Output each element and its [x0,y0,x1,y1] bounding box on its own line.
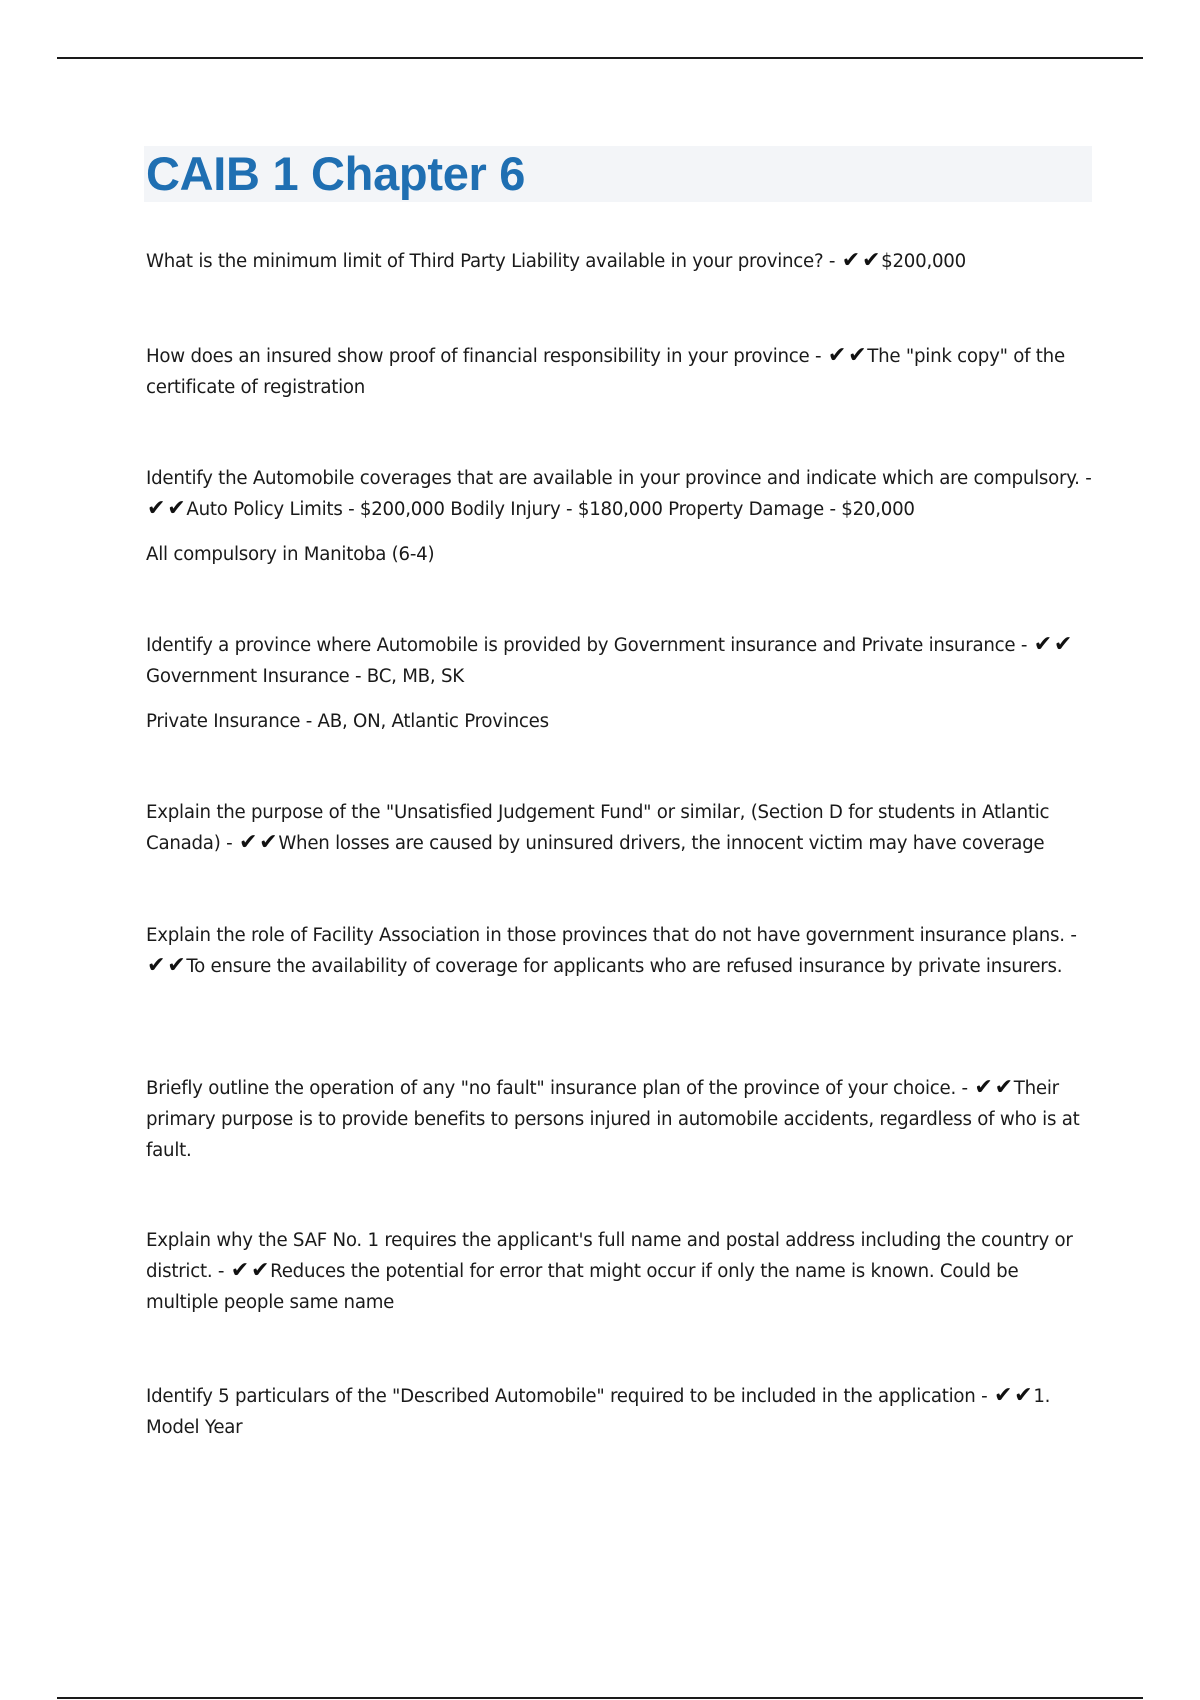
checkmark-icon: ✔ [1014,1383,1033,1408]
question-text: Briefly outline the operation of any "no fault" insurance plan of the province of your choice. - [146,1078,968,1099]
bottom-divider [57,1697,1143,1699]
qa-item [146,630,1096,737]
checkmark-icon: ✔ [827,343,847,368]
answer-text: Their primary purpose is to provide benefits to persons injured in automobile accidents, regardless of who is at fault. [146,1078,1080,1161]
question-text: What is the minimum limit of Third Party Liability available in your province? - [146,251,836,272]
qa-item [146,797,1096,859]
checkmark-icon: ✔ [147,496,166,521]
answer-text: Auto Policy Limits - $200,000 Bodily Injury - $180,000 Property Damage - $20,000 [186,499,915,520]
question-text: Explain why the SAF No. 1 requires the applicant's full name and postal address including the country or district. - [146,1230,1073,1282]
checkmark-icon: ✔ [974,1075,993,1100]
qa-line [146,1225,1096,1318]
qa-item [146,920,1096,982]
checkmark-icon: ✔ [994,1075,1013,1100]
answer-text: Reduces the potential for error that might occur if only the name is known. Could be multiple people same name [146,1261,1019,1313]
answer-text: Government Insurance - BC, MB, SK [146,666,464,687]
question-text: How does an insured show proof of financial responsibility in your province - [146,346,822,367]
answer-text: The "pink copy" of the certificate of registration [146,346,1065,398]
qa-item [146,246,1096,277]
question-text: Identify the Automobile coverages that are available in your province and indicate which are compulsory. - [146,468,1092,489]
checkmark-icon: ✔ [167,496,186,521]
qa-item [146,341,1096,403]
page-title: CAIB 1 Chapter 6 [146,147,526,200]
checkmark-icon: ✔ [147,953,166,978]
checkmark-icon: ✔ [1053,632,1073,657]
top-divider [57,57,1143,59]
qa-line [146,246,1096,277]
qa-extra-line: All compulsory in Manitoba (6-4) [146,544,435,565]
checkmark-icon: ✔ [259,830,278,855]
checkmark-icon: ✔ [167,953,186,978]
qa-item [146,1381,1096,1443]
qa-item [146,1225,1096,1318]
answer-text: 1. Model Year [146,1386,1051,1438]
qa-line [146,920,1096,982]
checkmark-icon: ✔ [993,1383,1013,1408]
qa-line [146,463,1096,525]
question-text: Explain the role of Facility Association in those provinces that do not have government insurance plans. - [146,925,1077,946]
qa-item [146,1073,1096,1166]
qa-line [146,1073,1096,1166]
qa-extra-line: Private Insurance - AB, ON, Atlantic Provinces [146,711,549,732]
qa-line [146,1381,1096,1443]
question-text: Identify a province where Automobile is provided by Government insurance and Private insurance - [146,635,1028,656]
checkmark-icon: ✔ [250,1258,270,1283]
question-text: Identify 5 particulars of the "Described Automobile" required to be included in the application - [146,1386,988,1407]
checkmark-icon: ✔ [861,248,881,273]
checkmark-icon: ✔ [848,343,867,368]
answer-text: To ensure the availability of coverage for applicants who are refused insurance by private insurers. [186,956,1063,977]
checkmark-icon: ✔ [841,248,860,273]
question-text: Explain the purpose of the "Unsatisfied Judgement Fund" or similar, (Section D for students in Atlantic Canada) - [146,802,1050,854]
qa-line [146,630,1096,692]
checkmark-icon: ✔ [230,1258,249,1283]
answer-text: $200,000 [881,251,966,272]
qa-line [146,797,1096,859]
qa-item [146,463,1096,570]
checkmark-icon: ✔ [238,830,258,855]
qa-line [146,341,1096,403]
answer-text: When losses are caused by uninsured drivers, the innocent victim may have coverage [278,833,1045,854]
checkmark-icon: ✔ [1033,632,1052,657]
